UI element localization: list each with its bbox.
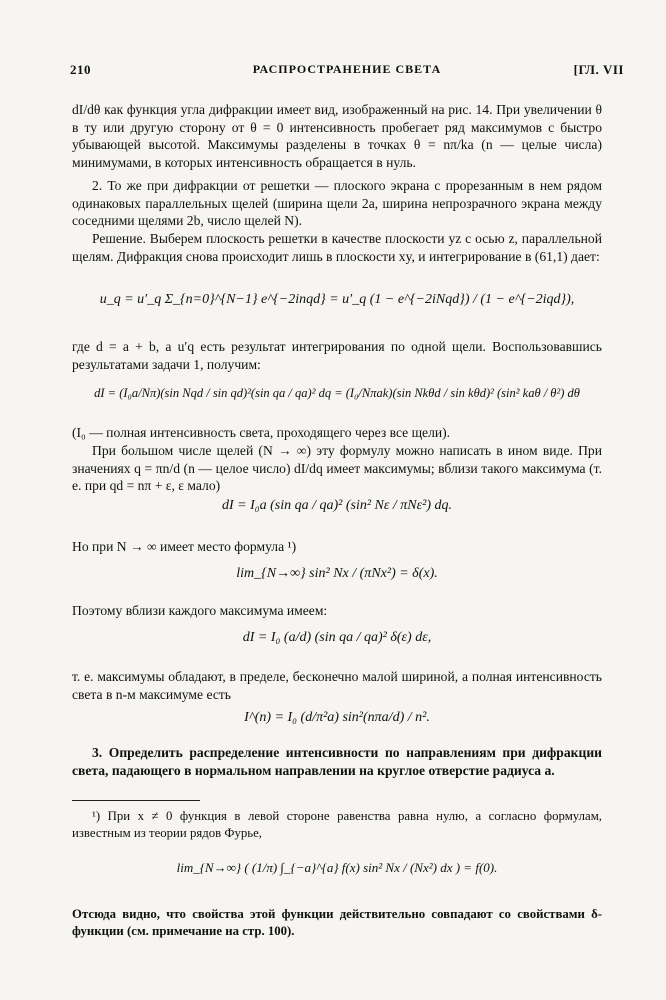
equation-sum-uq: u_q = u′_q Σ_{n=0}^{N−1} e^{−2inqd} = u′_q (1 − e^{−2iNqd}) / (1 − e^{−2iqd}), xyxy=(99,292,575,307)
footnote-conclusion: Отсюда видно, что свойства этой функции действительно совпадают со свойствами δ-функции (см. примечание на стр. 100). xyxy=(72,907,602,938)
paragraph-max-width: т. е. максимумы обладают, в пределе, бесконечно малой шириной, а полная интенсивность света в n-м максимуме есть xyxy=(72,669,602,702)
running-title: РАСПРОСТРАНЕНИЕ СВЕТА xyxy=(252,62,442,76)
paragraph-near-each-max: Поэтому вблизи каждого максимума имеем: xyxy=(72,603,328,618)
paragraph-limit-formula: Но при N → ∞ имеет место формула ¹) xyxy=(72,539,297,554)
page-number: 210 xyxy=(70,62,91,77)
equation-dI-grating: dI = (I₀a/Nπ)(sin Nqd / sin qd)²(sin qa / qa)² dq = (I₀/Nπak)(sin Nkθd / sin kθd)² (sin² kaθ / θ²) dθ xyxy=(94,386,580,400)
equation-dI-near-max: dI = I₀a (sin qa / qa)² (sin² Nε / πNε²) dq. xyxy=(221,498,453,513)
problem-2-statement: 2. То же при дифракции от решетки — плоского экрана с прорезанным в нем рядом одинаковых параллельных щелей (ширина щели 2a, ширина непрозрачного экрана между соседними щелями 2b, число щелей N). xyxy=(72,178,602,229)
paragraph-large-N: При большом числе щелей (N → ∞) эту формулу можно написать в ином виде. При значениях q = πn/d (n — целое число) dI/dq имеет максимумы; вблизи такого максимума (т. е. при qd = nπ + ε, ε мало) xyxy=(72,443,602,494)
equation-In: I^(n) = I₀ (d/π²a) sin²(nπa/d) / n². xyxy=(244,710,430,725)
equation-delta-limit: lim_{N→∞} sin² Nx / (πNx²) = δ(x). xyxy=(236,566,438,581)
solution-2-intro: Решение. Выберем плоскость решетки в качестве плоскости yz с осью z, параллельной щелям. Дифракция снова происходит лишь в плоскости xy, и интегрирование в (61,1) дает: xyxy=(72,231,602,264)
footnote-rule xyxy=(72,800,200,801)
problem-3-statement: 3. Определить распределение интенсивности по направлениям при дифракции света, падающего в нормальном направлении на круглое отверстие радиуса a. xyxy=(72,745,602,778)
paragraph-I0-note: (I₀ — полная интенсивность света, проходящего через все щели). xyxy=(72,425,451,440)
paragraph-where-d: где d = a + b, а u′q есть результат интегрирования по одной щели. Воспользовавшись результатами задачи 1, получим: xyxy=(72,339,602,372)
footnote-equation: lim_{N→∞} ( (1/π) ∫_{−a}^{a} f(x) sin² Nx / (Nx²) dx ) = f(0). xyxy=(176,860,498,875)
equation-dI-delta: dI = I₀ (a/d) (sin qa / qa)² δ(ε) dε, xyxy=(242,630,432,645)
chapter-label: [ГЛ. VII xyxy=(573,62,624,77)
paragraph-intensity-maxima: dI/dθ как функция угла дифракции имеет вид, изображенный на рис. 14. При увеличении θ в ту или другую сторону от θ = 0 интенсивность пробегает ряд максимумов с быстро убывающей высотой. Максимумы разделены в точках θ = nπ/ka (n — целые числа) минимумами, в которых интенсивность обращается в нуль. xyxy=(72,102,602,170)
footnote-text: ¹) При x ≠ 0 функция в левой стороне равенства равна нулю, а согласно формулам, известным из теории рядов Фурье, xyxy=(72,809,602,840)
